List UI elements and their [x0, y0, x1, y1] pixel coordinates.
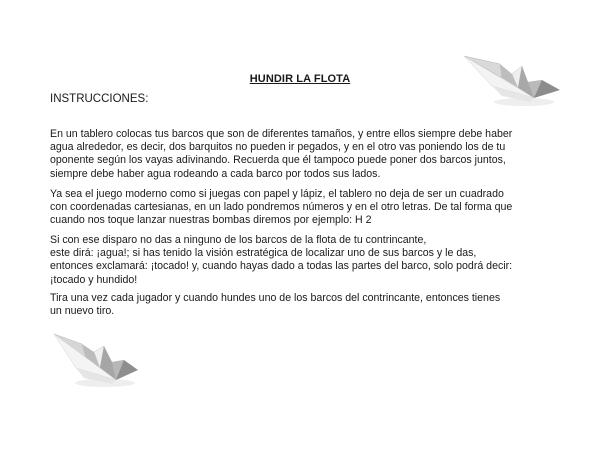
paragraph-line: En un tablero colocas tus barcos que son de diferentes tamaños, y entre ellos siempre debe haber	[50, 128, 513, 140]
instructions-heading: INSTRUCCIONES:	[50, 93, 149, 105]
paragraph-line: Ya sea el juego moderno como si juegas con papel y lápiz, el tablero no deja de ser un cuadrado	[50, 188, 504, 200]
paragraph-line: un nuevo tiro.	[50, 305, 115, 318]
paragraph-line: oponente según los vayas adivinando. Recuerda que él tampoco puede poner dos barcos juntos,	[50, 154, 506, 167]
paper-boat-icon	[462, 52, 562, 110]
paragraph-3	[50, 234, 560, 287]
document-title: HUNDIR LA FLOTA	[249, 73, 351, 85]
paragraph-line: agua alrededor, es decir, dos barquitos no pueden ir pegados, y en el otro vas poniendo los de tu	[50, 141, 506, 154]
paragraph-line: cuando nos toque lanzar nuestras bombas diremos por ejemplo: H 2	[50, 214, 372, 227]
paragraph-line: entonces exclamará: ¡tocado! y, cuando hayas dado a todas las partes del barco, solo podrá decir:	[50, 260, 513, 273]
paragraph-2	[50, 188, 560, 228]
paragraph-line: Si con ese disparo no das a ninguno de los barcos de la flota de tu contrincante,	[50, 234, 427, 246]
paragraph-line: con coordenadas cartesianas, en un lado pondremos números y en el otro letras. De tal forma que	[50, 201, 513, 214]
paragraph-line: Tira una vez cada jugador y cuando hundes uno de los barcos del contrincante, entonces tienes	[50, 292, 501, 304]
paragraph-line: ¡tocado y hundido!	[50, 273, 138, 286]
paragraph-1	[50, 128, 560, 181]
paragraph-line: siempre debe haber agua rodeando a cada barco por todos sus lados.	[50, 167, 381, 180]
paper-boat-icon	[50, 328, 140, 390]
paragraph-4	[50, 292, 560, 318]
paragraph-line: este dirá: ¡agua!; si has tenido la visión estratégica de localizar uno de sus barcos y le das,	[50, 247, 477, 260]
